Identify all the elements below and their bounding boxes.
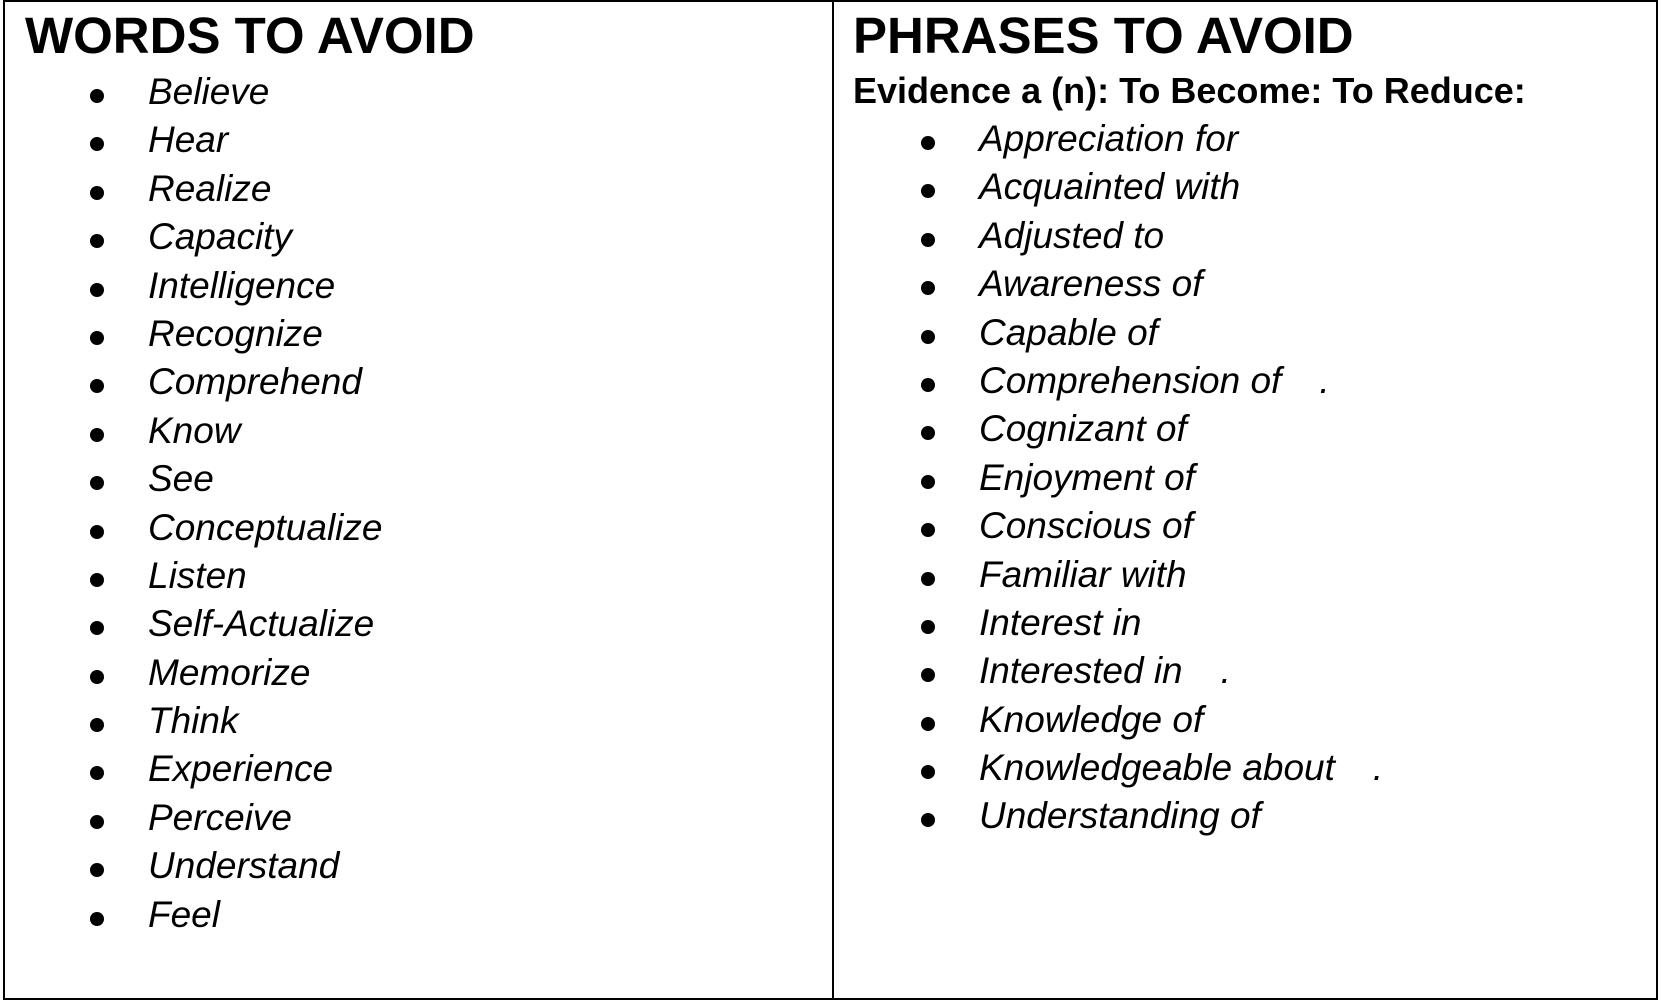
phrase-text-wrapper bbox=[979, 163, 1240, 211]
bullet-icon bbox=[921, 136, 935, 150]
avoid-table bbox=[3, 0, 1658, 1000]
bullet-icon bbox=[90, 525, 104, 539]
bullet-icon bbox=[90, 766, 104, 780]
phrase-text-wrapper bbox=[979, 260, 1203, 308]
word-text: Self-Actualize bbox=[148, 603, 375, 645]
word-text: Intelligence bbox=[148, 264, 336, 306]
word-text: Believe bbox=[148, 71, 270, 112]
bullet-icon bbox=[921, 426, 935, 440]
words-heading: WORDS TO AVOID bbox=[25, 7, 475, 64]
phrase-text-wrapper bbox=[979, 744, 1383, 792]
bullet-icon bbox=[90, 476, 104, 490]
bullet-icon bbox=[921, 330, 935, 344]
bullet-icon bbox=[90, 670, 104, 684]
phrase-text: Cognizant of bbox=[979, 408, 1187, 450]
phrase-text: Familiar with bbox=[979, 553, 1187, 595]
phrase-text-wrapper bbox=[979, 309, 1158, 357]
bullet-icon bbox=[90, 863, 104, 877]
phrase-text-wrapper bbox=[979, 405, 1187, 453]
bullet-icon bbox=[90, 621, 104, 635]
bullet-icon bbox=[90, 428, 104, 442]
phrase-text-wrapper bbox=[979, 599, 1141, 647]
phrase-text-wrapper bbox=[979, 792, 1261, 840]
bullet-icon bbox=[90, 234, 104, 248]
word-text: Hear bbox=[148, 119, 229, 161]
word-text: Comprehend bbox=[148, 361, 362, 403]
word-text: Recognize bbox=[148, 312, 323, 354]
phrase-text-wrapper bbox=[979, 115, 1238, 163]
word-text: Feel bbox=[148, 893, 220, 935]
bullet-icon bbox=[90, 186, 104, 200]
phrase-text: Acquainted with bbox=[979, 166, 1241, 208]
bullet-icon bbox=[921, 523, 935, 537]
phrase-text: Knowledge of bbox=[979, 698, 1204, 740]
phrase-text: Understanding of bbox=[979, 795, 1261, 837]
phrase-blank-marker: . bbox=[1372, 747, 1384, 789]
word-text: Capacity bbox=[148, 216, 292, 258]
bullet-icon bbox=[921, 620, 935, 634]
phrase-text-wrapper bbox=[979, 551, 1187, 599]
bullet-icon bbox=[90, 89, 104, 103]
word-text: Experience bbox=[148, 748, 334, 790]
bullet-icon bbox=[921, 668, 935, 682]
word-text: See bbox=[148, 458, 214, 500]
word-text: Realize bbox=[148, 167, 272, 209]
phrase-text-wrapper bbox=[979, 502, 1193, 550]
bullet-icon bbox=[921, 765, 935, 779]
phrase-text: Awareness of bbox=[979, 263, 1203, 305]
word-text: Perceive bbox=[148, 796, 292, 838]
bullet-icon bbox=[90, 815, 104, 829]
bullet-icon bbox=[90, 718, 104, 732]
bullet-icon bbox=[90, 137, 104, 151]
bullet-icon bbox=[90, 331, 104, 345]
phrase-text: Adjusted to bbox=[979, 214, 1165, 256]
word-text: Memorize bbox=[148, 651, 311, 693]
bullet-icon bbox=[90, 573, 104, 587]
phrase-text: Knowledgeable about bbox=[979, 747, 1335, 789]
phrase-text-wrapper bbox=[979, 454, 1195, 502]
phrase-text-wrapper bbox=[979, 357, 1330, 405]
word-text: Conceptualize bbox=[148, 506, 383, 548]
phrase-text: Enjoyment of bbox=[979, 456, 1195, 498]
bullet-icon bbox=[921, 475, 935, 489]
phrase-text: Appreciation for bbox=[979, 118, 1239, 159]
word-text: Listen bbox=[148, 554, 247, 596]
phrase-text: Conscious of bbox=[979, 505, 1193, 547]
phrase-text-wrapper bbox=[979, 647, 1231, 695]
phrase-blank-marker: . bbox=[1319, 359, 1330, 401]
bullet-icon bbox=[90, 283, 104, 297]
bullet-icon bbox=[921, 281, 935, 295]
words-column bbox=[5, 2, 834, 998]
bullet-icon bbox=[921, 233, 935, 247]
phrase-text: Comprehension of bbox=[979, 359, 1282, 401]
word-text: Think bbox=[148, 700, 239, 742]
bullet-icon bbox=[921, 184, 935, 198]
word-text: Understand bbox=[148, 845, 340, 887]
bullet-icon bbox=[921, 717, 935, 731]
phrase-text: Interest in bbox=[979, 601, 1142, 643]
phrase-text: Interested in bbox=[979, 650, 1183, 692]
bullet-icon bbox=[90, 912, 104, 926]
phrase-blank-marker: . bbox=[1220, 650, 1231, 692]
phrase-text-wrapper bbox=[979, 696, 1203, 744]
bullet-icon bbox=[921, 572, 935, 586]
bullet-icon bbox=[90, 379, 104, 393]
phrases-heading: PHRASES TO AVOID bbox=[853, 7, 1354, 64]
phrases-column bbox=[834, 2, 1656, 998]
phrase-text: Capable of bbox=[979, 311, 1158, 353]
bullet-icon bbox=[921, 813, 935, 827]
bullet-icon bbox=[921, 378, 935, 392]
phrase-text-wrapper bbox=[979, 212, 1164, 260]
phrases-subheading: Evidence a (n): To Become: To Reduce: bbox=[853, 70, 1526, 111]
word-text: Know bbox=[148, 409, 241, 451]
